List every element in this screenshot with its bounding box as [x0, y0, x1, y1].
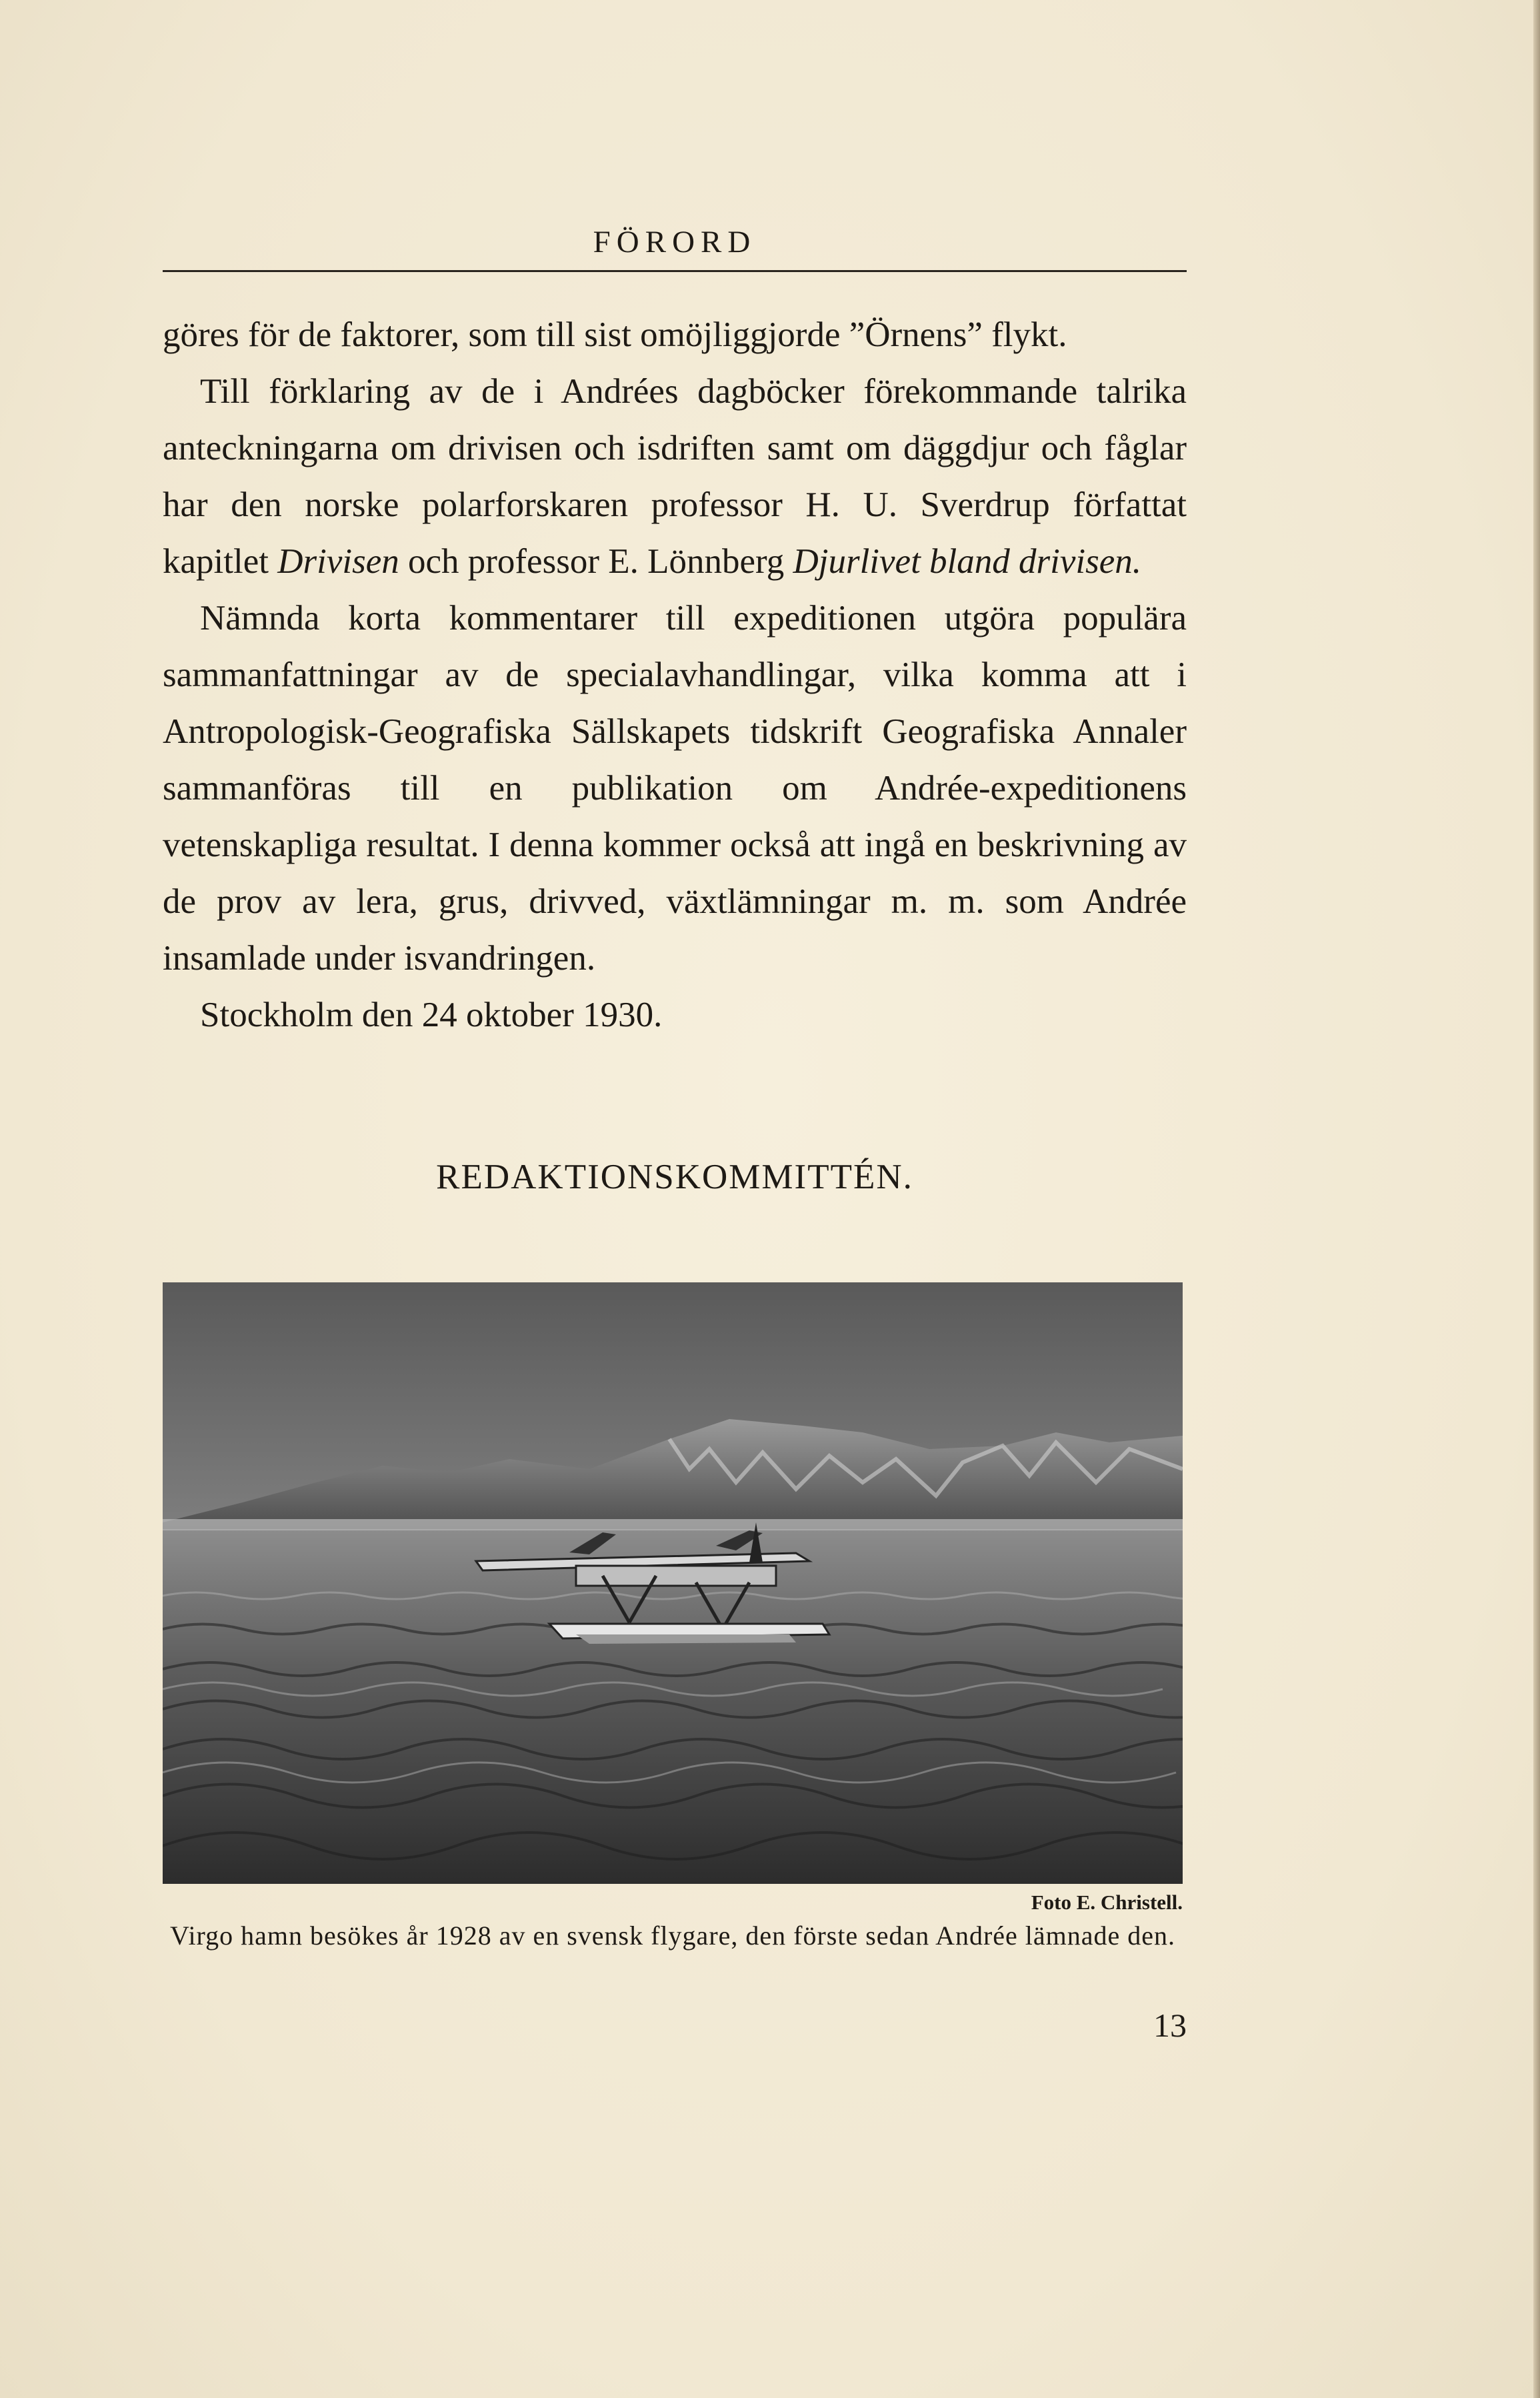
signature: REDAKTIONSKOMMITTÉN. — [436, 1158, 913, 1196]
paragraph-3 — [163, 590, 1187, 987]
seaplane-photo — [163, 1282, 1183, 1884]
page-edge-shadow — [1533, 0, 1540, 2398]
paragraph-2 — [163, 363, 1187, 590]
body-text — [163, 307, 1187, 1044]
paragraph-2-text-b: och professor E. Lönnberg — [399, 542, 793, 581]
paragraph-1-text: göres för de faktorer, som till sist omöjliggjorde ”Örnens” flykt. — [163, 315, 1067, 354]
paragraph-2-text-a: Till förklaring av de i Andrées dagböcker förekommande talrika anteckningarna om drivisen och isdriften samt om däggdjur och fåglar har den norske polarforskaren professor H. U. Sverdrup författat kapitlet — [163, 372, 1187, 581]
header-rule — [163, 270, 1187, 272]
paragraph-3-text: Nämnda korta kommentarer till expeditionen utgöra populära sammanfattningar av de specialavhandlingar, vilka komma att i Antropologisk-Geografiska Sällskapets tidskrift Geografiska Annaler sammanföras till en publikation om Andrée-expeditionens vetenskapliga resultat. I denna kommer också att ingå en beskrivning av de prov av lera, grus, drivved, växtlämningar m. m. som Andrée insamlade under isvandringen. — [163, 599, 1187, 978]
dateline — [163, 987, 1187, 1044]
paragraph-1 — [163, 307, 1187, 363]
chapter-title-djurlivet: Djurlivet bland drivisen. — [793, 542, 1142, 581]
page-number: 13 — [1153, 2007, 1187, 2044]
running-head: FÖRORD — [593, 225, 757, 259]
photo-credit: Foto E. Christell. — [1031, 1891, 1183, 1914]
photo-caption: Virgo hamn besökes år 1928 av en svensk flygare, den förste sedan Andrée lämnade den. — [169, 1921, 1176, 1951]
dateline-text: Stockholm den 24 oktober 1930. — [200, 996, 663, 1034]
chapter-title-drivisen: Drivisen — [277, 542, 399, 581]
